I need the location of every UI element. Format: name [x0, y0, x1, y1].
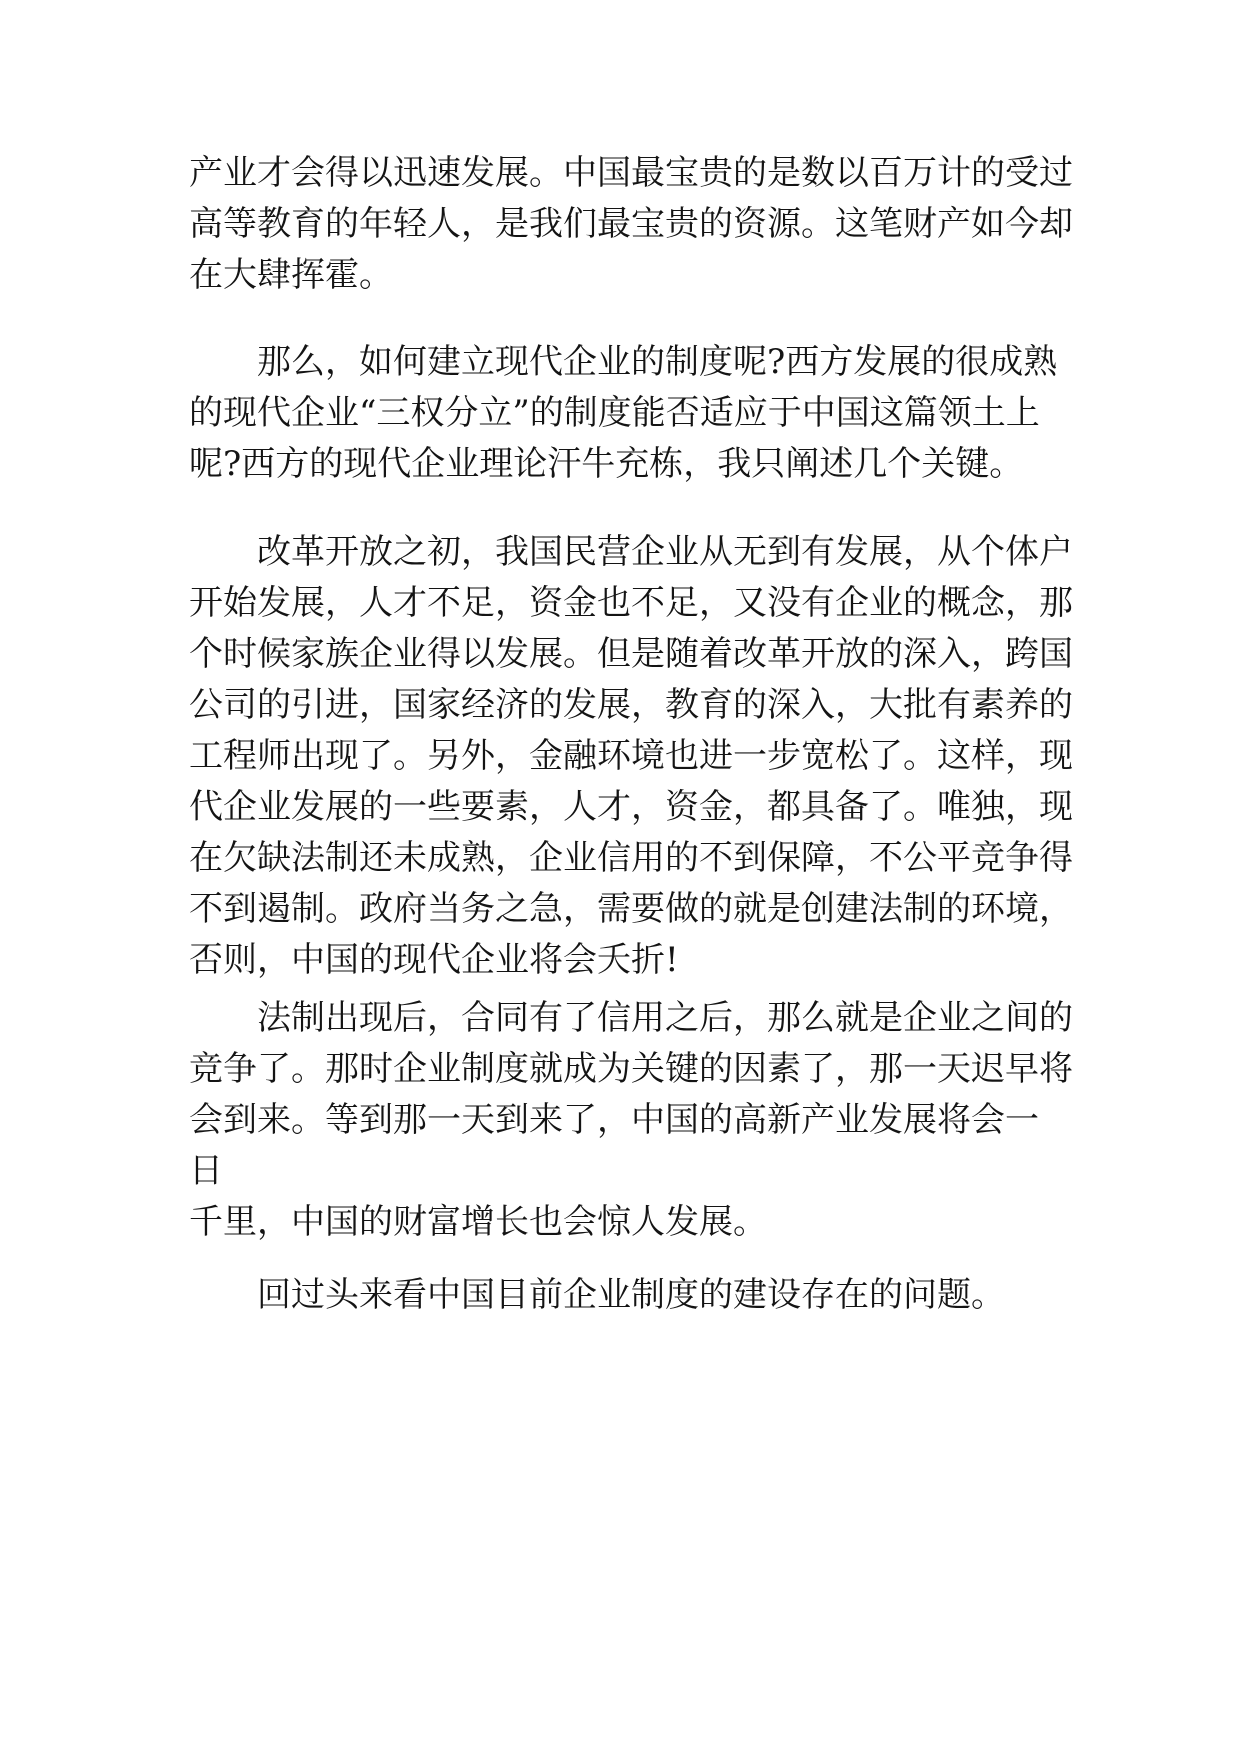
paragraph-line: 那么，如何建立现代企业的制度呢?西方发展的很成熟: [257, 342, 1058, 382]
paragraph-line: 高等教育的年轻人，是我们最宝贵的资源。这笔财产如今却: [189, 204, 1073, 244]
paragraph-line: 不到遏制。政府当务之急，需要做的就是创建法制的环境，: [189, 889, 1073, 929]
paragraph-line: 改革开放之初，我国民营企业从无到有发展，从个体户: [257, 532, 1073, 572]
paragraph-3: [189, 527, 1073, 986]
paragraph-5: [189, 1270, 1069, 1321]
paragraph-line: 回过头来看中国目前企业制度的建设存在的问题。: [257, 1275, 1005, 1315]
paragraph-1: [189, 148, 1073, 301]
paragraph-line: 个时候家族企业得以发展。但是随着改革开放的深入，跨国: [189, 634, 1073, 674]
paragraph-line: 否则，中国的现代企业将会夭折!: [189, 940, 679, 980]
paragraph-line: 在大肆挥霍。: [189, 255, 393, 295]
paragraph-line: 会到来。等到那一天到来了，中国的高新产业发展将会一: [189, 1100, 1039, 1140]
paragraph-line: 开始发展，人才不足，资金也不足，又没有企业的概念，那: [189, 583, 1073, 623]
paragraph-line: 法制出现后，合同有了信用之后，那么就是企业之间的: [257, 998, 1073, 1038]
paragraph-line: 代企业发展的一些要素，人才，资金，都具备了。唯独，现: [189, 787, 1073, 827]
paragraph-2: [189, 337, 1069, 490]
paragraph-line: 竞争了。那时企业制度就成为关键的因素了，那一天迟早将: [189, 1049, 1073, 1089]
paragraph-line: 的现代企业“三权分立”的制度能否适应于中国这篇领土上: [189, 393, 1040, 433]
paragraph-line: 公司的引进，国家经济的发展，教育的深入，大批有素养的: [189, 685, 1073, 725]
paragraph-line: 千里，中国的财富增长也会惊人发展。: [189, 1202, 767, 1242]
paragraph-line: 工程师出现了。另外，金融环境也进一步宽松了。这样，现: [189, 736, 1073, 776]
paragraph-line: 呢?西方的现代企业理论汗牛充栋，我只阐述几个关键。: [189, 444, 1024, 484]
paragraph-4: [189, 993, 1073, 1248]
paragraph-line: 产业才会得以迅速发展。中国最宝贵的是数以百万计的受过: [189, 153, 1073, 193]
paragraph-line: 在欠缺法制还未成熟，企业信用的不到保障，不公平竞争得: [189, 838, 1073, 878]
paragraph-line: 日: [189, 1151, 223, 1191]
